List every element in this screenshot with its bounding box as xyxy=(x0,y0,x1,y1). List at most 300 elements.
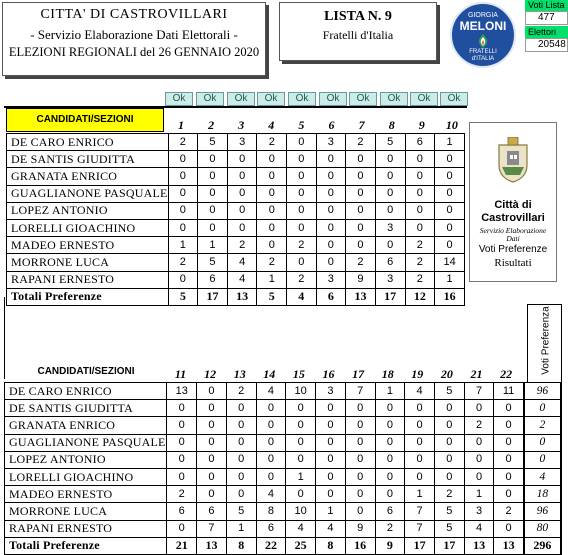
vote-cell: 1 xyxy=(226,520,256,537)
vote-cell: 0 xyxy=(464,400,494,417)
vote-cell: 0 xyxy=(226,434,256,451)
section-number: 1 xyxy=(178,118,184,132)
ok-badge: Ok xyxy=(196,92,224,106)
vote-cell: 4 xyxy=(256,486,286,503)
section-number: 7 xyxy=(358,118,365,132)
voti-preferenza-cell: 0 xyxy=(524,434,561,451)
candidate-name: GRANATA ENRICO xyxy=(7,168,169,185)
section-number: 18 xyxy=(381,367,394,381)
candidati-header-label-bottom: CANDIDATI/SEZIONI xyxy=(37,366,135,377)
vote-cell: 0 xyxy=(316,434,346,451)
vote-cell: 0 xyxy=(405,400,435,417)
vote-cell: 5 xyxy=(434,503,464,520)
vote-cell: 0 xyxy=(494,400,524,417)
vote-cell: 0 xyxy=(346,237,376,254)
section-number: 13 xyxy=(233,367,246,381)
vote-cell: 0 xyxy=(375,168,405,185)
vote-cell: 0 xyxy=(167,468,197,485)
vote-cell: 0 xyxy=(375,434,405,451)
vote-cell: 0 xyxy=(227,185,257,202)
section-number: 2 xyxy=(208,118,215,132)
vote-cell: 0 xyxy=(375,185,405,202)
candidate-name: MORRONE LUCA xyxy=(7,254,169,271)
section-number: 14 xyxy=(263,367,276,381)
vote-cell: 0 xyxy=(405,451,435,468)
vote-cell: 0 xyxy=(286,417,316,434)
voti-lista-label: Voti Lista xyxy=(525,0,568,11)
vote-cell: 0 xyxy=(286,486,316,503)
vote-cell: 0 xyxy=(405,202,435,219)
preferences-table-top xyxy=(6,133,465,306)
vote-cell: 0 xyxy=(198,219,228,236)
vote-cell: 3 xyxy=(316,134,346,151)
vote-cell: 0 xyxy=(227,168,257,185)
vote-cell: 0 xyxy=(168,185,198,202)
vote-cell: 7 xyxy=(345,383,375,400)
elettori-value: 20548 xyxy=(525,38,568,52)
vote-cell: 0 xyxy=(434,434,464,451)
preferences-table-bottom xyxy=(4,382,562,555)
candidate-name: DE SANTIS GIUDITTA xyxy=(7,151,169,168)
vote-cell: 2 xyxy=(257,254,287,271)
section-number: 16 xyxy=(322,367,335,381)
vote-cell: 3 xyxy=(316,383,346,400)
vote-cell: 0 xyxy=(494,520,524,537)
vote-cell: 0 xyxy=(287,168,317,185)
ok-badge: Ok xyxy=(349,92,377,106)
table-row xyxy=(7,237,465,254)
vote-cell: 2 xyxy=(346,134,376,151)
voti-preferenza-cell: 96 xyxy=(524,383,561,400)
vote-cell: 1 xyxy=(257,271,287,288)
table-row xyxy=(5,434,562,451)
vote-cell: 2 xyxy=(464,417,494,434)
section-number: 4 xyxy=(268,118,275,132)
vote-cell: 0 xyxy=(435,237,465,254)
table-row xyxy=(5,417,562,434)
vote-cell: 2 xyxy=(287,271,317,288)
vote-cell: 4 xyxy=(405,383,435,400)
vote-cell: 0 xyxy=(316,451,346,468)
flame-icon xyxy=(474,34,492,48)
vote-cell: 2 xyxy=(405,237,435,254)
total-cell: 17 xyxy=(434,537,464,554)
vote-cell: 0 xyxy=(256,400,286,417)
vote-cell: 0 xyxy=(198,168,228,185)
vote-cell: 0 xyxy=(198,185,228,202)
candidate-name: RAPANI ERNESTO xyxy=(7,271,169,288)
vote-cell: 3 xyxy=(227,134,257,151)
table-row xyxy=(5,520,562,537)
vote-cell: 2 xyxy=(168,254,198,271)
candidate-name: MORRONE LUCA xyxy=(5,503,167,520)
vote-cell: 0 xyxy=(286,400,316,417)
vote-cell: 0 xyxy=(435,151,465,168)
vote-cell: 0 xyxy=(168,202,198,219)
section-number: 10 xyxy=(445,118,458,132)
section-number: 22 xyxy=(500,367,513,381)
vote-cell: 1 xyxy=(435,271,465,288)
ok-badge: Ok xyxy=(440,92,468,106)
city-voti: Voti Preferenze xyxy=(478,244,548,255)
vote-cell: 2 xyxy=(287,237,317,254)
vote-cell: 0 xyxy=(167,451,197,468)
section-number: 3 xyxy=(238,118,245,132)
logo-text-top: GIORGIA xyxy=(468,12,498,19)
vote-cell: 0 xyxy=(256,451,286,468)
table-row xyxy=(7,168,465,185)
vote-cell: 5 xyxy=(434,520,464,537)
table-row xyxy=(7,185,465,202)
totals-row xyxy=(5,537,562,554)
total-cell: 17 xyxy=(375,288,405,305)
header-city: CITTA' DI CASTROVILLARI xyxy=(40,7,228,22)
candidate-name: DE CARO ENRICO xyxy=(5,383,167,400)
vote-cell: 0 xyxy=(256,417,286,434)
vote-cell: 0 xyxy=(434,451,464,468)
vote-cell: 3 xyxy=(464,503,494,520)
vote-cell: 0 xyxy=(494,468,524,485)
vote-cell: 0 xyxy=(494,434,524,451)
total-cell: 21 xyxy=(167,537,197,554)
vote-cell: 0 xyxy=(346,185,376,202)
total-cell: 5 xyxy=(168,288,198,305)
vote-cell: 0 xyxy=(405,468,435,485)
vote-cell: 5 xyxy=(198,254,228,271)
section-number: 15 xyxy=(292,367,305,381)
ok-badge: Ok xyxy=(165,92,193,106)
total-cell: 8 xyxy=(226,537,256,554)
candidate-name: DE CARO ENRICO xyxy=(7,134,169,151)
table-row xyxy=(7,271,465,288)
vote-cell: 0 xyxy=(345,503,375,520)
vote-cell: 4 xyxy=(227,271,257,288)
total-cell: 6 xyxy=(316,288,346,305)
lista-title: LISTA N. 9 xyxy=(324,9,392,24)
total-cell: 13 xyxy=(346,288,376,305)
voti-preferenza-cell: 2 xyxy=(524,417,561,434)
vote-cell: 2 xyxy=(494,503,524,520)
vote-cell: 14 xyxy=(435,254,465,271)
vote-cell: 0 xyxy=(197,383,227,400)
logo-text-bottom2: d'ITALIA xyxy=(471,56,495,62)
header-election: ELEZIONI REGIONALI del 26 GENNAIO 2020 xyxy=(8,45,260,59)
table-row xyxy=(5,503,562,520)
vote-cell: 0 xyxy=(316,151,346,168)
vote-cell: 0 xyxy=(464,451,494,468)
table-row xyxy=(7,219,465,236)
vote-cell: 0 xyxy=(405,434,435,451)
vote-cell: 2 xyxy=(375,520,405,537)
vote-cell: 0 xyxy=(226,451,256,468)
vote-cell: 4 xyxy=(256,383,286,400)
vote-cell: 0 xyxy=(168,219,198,236)
vote-cell: 0 xyxy=(227,151,257,168)
vote-cell: 11 xyxy=(494,383,524,400)
candidate-name: MADEO ERNESTO xyxy=(7,237,169,254)
vote-cell: 0 xyxy=(434,400,464,417)
ok-badge: Ok xyxy=(410,92,438,106)
vote-cell: 6 xyxy=(198,271,228,288)
table-row xyxy=(5,486,562,503)
vote-cell: 9 xyxy=(345,520,375,537)
vote-cell: 0 xyxy=(345,400,375,417)
vote-cell: 0 xyxy=(405,168,435,185)
vote-cell: 5 xyxy=(375,134,405,151)
vote-cell: 0 xyxy=(375,451,405,468)
candidate-name: GUAGLIANONE PASQUALE xyxy=(5,434,167,451)
vote-cell: 0 xyxy=(287,151,317,168)
ok-badge: Ok xyxy=(257,92,285,106)
vote-cell: 0 xyxy=(494,417,524,434)
elettori-label: Elettori xyxy=(525,26,568,38)
vote-cell: 0 xyxy=(375,417,405,434)
vote-cell: 0 xyxy=(287,254,317,271)
vote-cell: 0 xyxy=(167,400,197,417)
table-row xyxy=(5,383,562,400)
candidate-name: GRANATA ENRICO xyxy=(5,417,167,434)
vote-cell: 13 xyxy=(167,383,197,400)
total-cell: 13 xyxy=(494,537,524,554)
vote-cell: 0 xyxy=(316,417,346,434)
vote-cell: 5 xyxy=(226,503,256,520)
vote-cell: 1 xyxy=(316,503,346,520)
vote-cell: 0 xyxy=(197,451,227,468)
vote-cell: 0 xyxy=(345,451,375,468)
table-row xyxy=(5,451,562,468)
vote-cell: 0 xyxy=(405,219,435,236)
vote-cell: 2 xyxy=(168,134,198,151)
candidati-header-top xyxy=(6,108,164,132)
vote-cell: 0 xyxy=(316,400,346,417)
vote-cell: 5 xyxy=(198,134,228,151)
section-number: 20 xyxy=(440,367,453,381)
candidate-name: LORELLI GIOACHINO xyxy=(5,468,167,485)
vote-cell: 0 xyxy=(345,468,375,485)
vote-cell: 0 xyxy=(197,434,227,451)
vote-cell: 1 xyxy=(405,486,435,503)
vote-cell: 0 xyxy=(316,185,346,202)
total-cell: 9 xyxy=(375,537,405,554)
vote-cell: 0 xyxy=(226,486,256,503)
total-cell: 13 xyxy=(464,537,494,554)
vote-cell: 0 xyxy=(286,434,316,451)
vote-cell: 0 xyxy=(227,202,257,219)
total-cell: 4 xyxy=(287,288,317,305)
vote-cell: 0 xyxy=(405,417,435,434)
vote-cell: 6 xyxy=(375,503,405,520)
vote-cell: 5 xyxy=(434,383,464,400)
vote-cell: 6 xyxy=(375,254,405,271)
header-box xyxy=(2,2,266,76)
vote-cell: 9 xyxy=(346,271,376,288)
total-cell: 22 xyxy=(256,537,286,554)
vote-cell: 0 xyxy=(375,400,405,417)
vote-cell: 10 xyxy=(286,383,316,400)
coat-of-arms-icon xyxy=(496,137,530,183)
vote-cell: 6 xyxy=(167,503,197,520)
vote-cell: 0 xyxy=(434,468,464,485)
vote-cell: 0 xyxy=(197,468,227,485)
vote-cell: 0 xyxy=(494,451,524,468)
ok-badge: Ok xyxy=(227,92,255,106)
vote-cell: 0 xyxy=(257,202,287,219)
vote-cell: 0 xyxy=(346,202,376,219)
table-row xyxy=(7,134,465,151)
header-service: - Servizio Elaborazione Dati Elettorali - xyxy=(30,27,238,42)
vote-cell: 0 xyxy=(226,417,256,434)
vote-cell: 0 xyxy=(287,185,317,202)
vote-cell: 4 xyxy=(227,254,257,271)
vote-cell: 7 xyxy=(405,503,435,520)
vote-cell: 0 xyxy=(435,168,465,185)
total-cell: 8 xyxy=(316,537,346,554)
vote-cell: 1 xyxy=(168,237,198,254)
vote-cell: 0 xyxy=(494,486,524,503)
city-title-2: Castrovillari xyxy=(481,212,545,224)
vote-cell: 2 xyxy=(405,254,435,271)
vote-cell: 0 xyxy=(197,486,227,503)
section-number: 9 xyxy=(418,118,425,132)
vote-cell: 4 xyxy=(286,520,316,537)
voti-preferenza-cell: 96 xyxy=(524,503,561,520)
vote-cell: 0 xyxy=(198,151,228,168)
vote-cell: 0 xyxy=(375,486,405,503)
table-row xyxy=(7,151,465,168)
vote-cell: 0 xyxy=(226,400,256,417)
vote-cell: 10 xyxy=(286,503,316,520)
total-cell: 5 xyxy=(257,288,287,305)
vote-cell: 0 xyxy=(257,237,287,254)
vote-cell: 7 xyxy=(464,383,494,400)
vote-cell: 0 xyxy=(316,254,346,271)
party-logo xyxy=(450,2,516,68)
vote-cell: 0 xyxy=(435,219,465,236)
ok-badge: Ok xyxy=(380,92,408,106)
vote-cell: 0 xyxy=(316,237,346,254)
vote-cell: 0 xyxy=(287,219,317,236)
section-number: 6 xyxy=(328,118,335,132)
vote-cell: 0 xyxy=(405,185,435,202)
city-title-1: Città di xyxy=(494,199,532,211)
vote-cell: 6 xyxy=(197,503,227,520)
vote-cell: 6 xyxy=(405,134,435,151)
vote-cell: 0 xyxy=(345,486,375,503)
vote-cell: 0 xyxy=(375,468,405,485)
vote-cell: 0 xyxy=(168,271,198,288)
vote-cell: 0 xyxy=(168,151,198,168)
table-row xyxy=(7,254,465,271)
logo-text-bottom1: FRATELLI xyxy=(469,49,497,55)
vote-cell: 2 xyxy=(226,383,256,400)
voti-preferenza-cell: 18 xyxy=(524,486,561,503)
city-sub-2: Dati xyxy=(506,234,520,243)
vote-cell: 1 xyxy=(375,383,405,400)
vote-cell: 0 xyxy=(375,237,405,254)
candidate-name: RAPANI ERNESTO xyxy=(5,520,167,537)
lista-box xyxy=(279,2,437,61)
vote-cell: 7 xyxy=(197,520,227,537)
vote-cell: 0 xyxy=(257,151,287,168)
vote-cell: 0 xyxy=(167,434,197,451)
vote-cell: 0 xyxy=(316,168,346,185)
vote-cell: 2 xyxy=(167,486,197,503)
vote-cell: 0 xyxy=(256,468,286,485)
voti-preferenza-cell: 4 xyxy=(524,468,561,485)
voti-preferenza-cell: 80 xyxy=(524,520,561,537)
table-row xyxy=(5,468,562,485)
vote-cell: 1 xyxy=(435,134,465,151)
vote-cell: 0 xyxy=(375,151,405,168)
vote-cell: 0 xyxy=(198,202,228,219)
vote-cell: 0 xyxy=(168,168,198,185)
candidate-name: DE SANTIS GIUDITTA xyxy=(5,400,167,417)
total-cell: 25 xyxy=(286,537,316,554)
vote-cell: 0 xyxy=(256,434,286,451)
vote-cell: 2 xyxy=(227,237,257,254)
candidate-name: LORELLI GIOACHINO xyxy=(7,219,169,236)
candidate-name: LOPEZ ANTONIO xyxy=(5,451,167,468)
vote-cell: 7 xyxy=(405,520,435,537)
vote-cell: 0 xyxy=(257,185,287,202)
city-risultati: Risultati xyxy=(494,257,532,269)
vote-cell: 3 xyxy=(375,219,405,236)
vote-cell: 1 xyxy=(286,468,316,485)
vote-cell: 2 xyxy=(434,486,464,503)
vote-cell: 2 xyxy=(405,271,435,288)
logo-text-name: MELONI xyxy=(459,19,507,33)
total-cell: 17 xyxy=(198,288,228,305)
vote-cell: 0 xyxy=(257,219,287,236)
candidate-name: LOPEZ ANTONIO xyxy=(7,202,169,219)
vote-cell: 3 xyxy=(375,271,405,288)
voti-preferenza-cell: 0 xyxy=(524,400,561,417)
vote-cell: 0 xyxy=(345,434,375,451)
vote-cell: 0 xyxy=(464,434,494,451)
city-sub-1: Servizio Elaborazione xyxy=(479,226,547,235)
voti-preferenza-label: Voti Preferenza xyxy=(540,306,552,375)
section-number: 19 xyxy=(411,367,424,381)
vote-cell: 0 xyxy=(257,168,287,185)
candidati-header-label: CANDIDATI/SEZIONI xyxy=(36,114,134,125)
vote-cell: 0 xyxy=(286,451,316,468)
voti-preferenza-cell: 0 xyxy=(524,451,561,468)
vote-cell: 0 xyxy=(287,202,317,219)
totals-label: Totali Preferenze xyxy=(7,288,169,305)
vote-cell: 0 xyxy=(227,219,257,236)
vote-cell: 0 xyxy=(316,219,346,236)
ok-badge: Ok xyxy=(288,92,316,106)
total-cell: 16 xyxy=(435,288,465,305)
vote-cell: 0 xyxy=(197,417,227,434)
city-box xyxy=(469,122,557,282)
table-row xyxy=(7,202,465,219)
vote-cell: 0 xyxy=(346,151,376,168)
vote-cell: 0 xyxy=(167,417,197,434)
vote-cell: 0 xyxy=(345,417,375,434)
lista-name: Fratelli d'Italia xyxy=(322,28,394,42)
candidate-name: GUAGLIANONE PASQUALE xyxy=(7,185,169,202)
vote-cell: 2 xyxy=(257,134,287,151)
voti-preferenza-total: 296 xyxy=(524,537,561,554)
section-number: 12 xyxy=(204,367,217,381)
vote-cell: 6 xyxy=(256,520,286,537)
total-cell: 13 xyxy=(227,288,257,305)
section-number: 5 xyxy=(298,118,305,132)
table-row xyxy=(5,400,562,417)
voti-preferenza-header xyxy=(527,304,562,382)
vote-cell: 0 xyxy=(346,168,376,185)
